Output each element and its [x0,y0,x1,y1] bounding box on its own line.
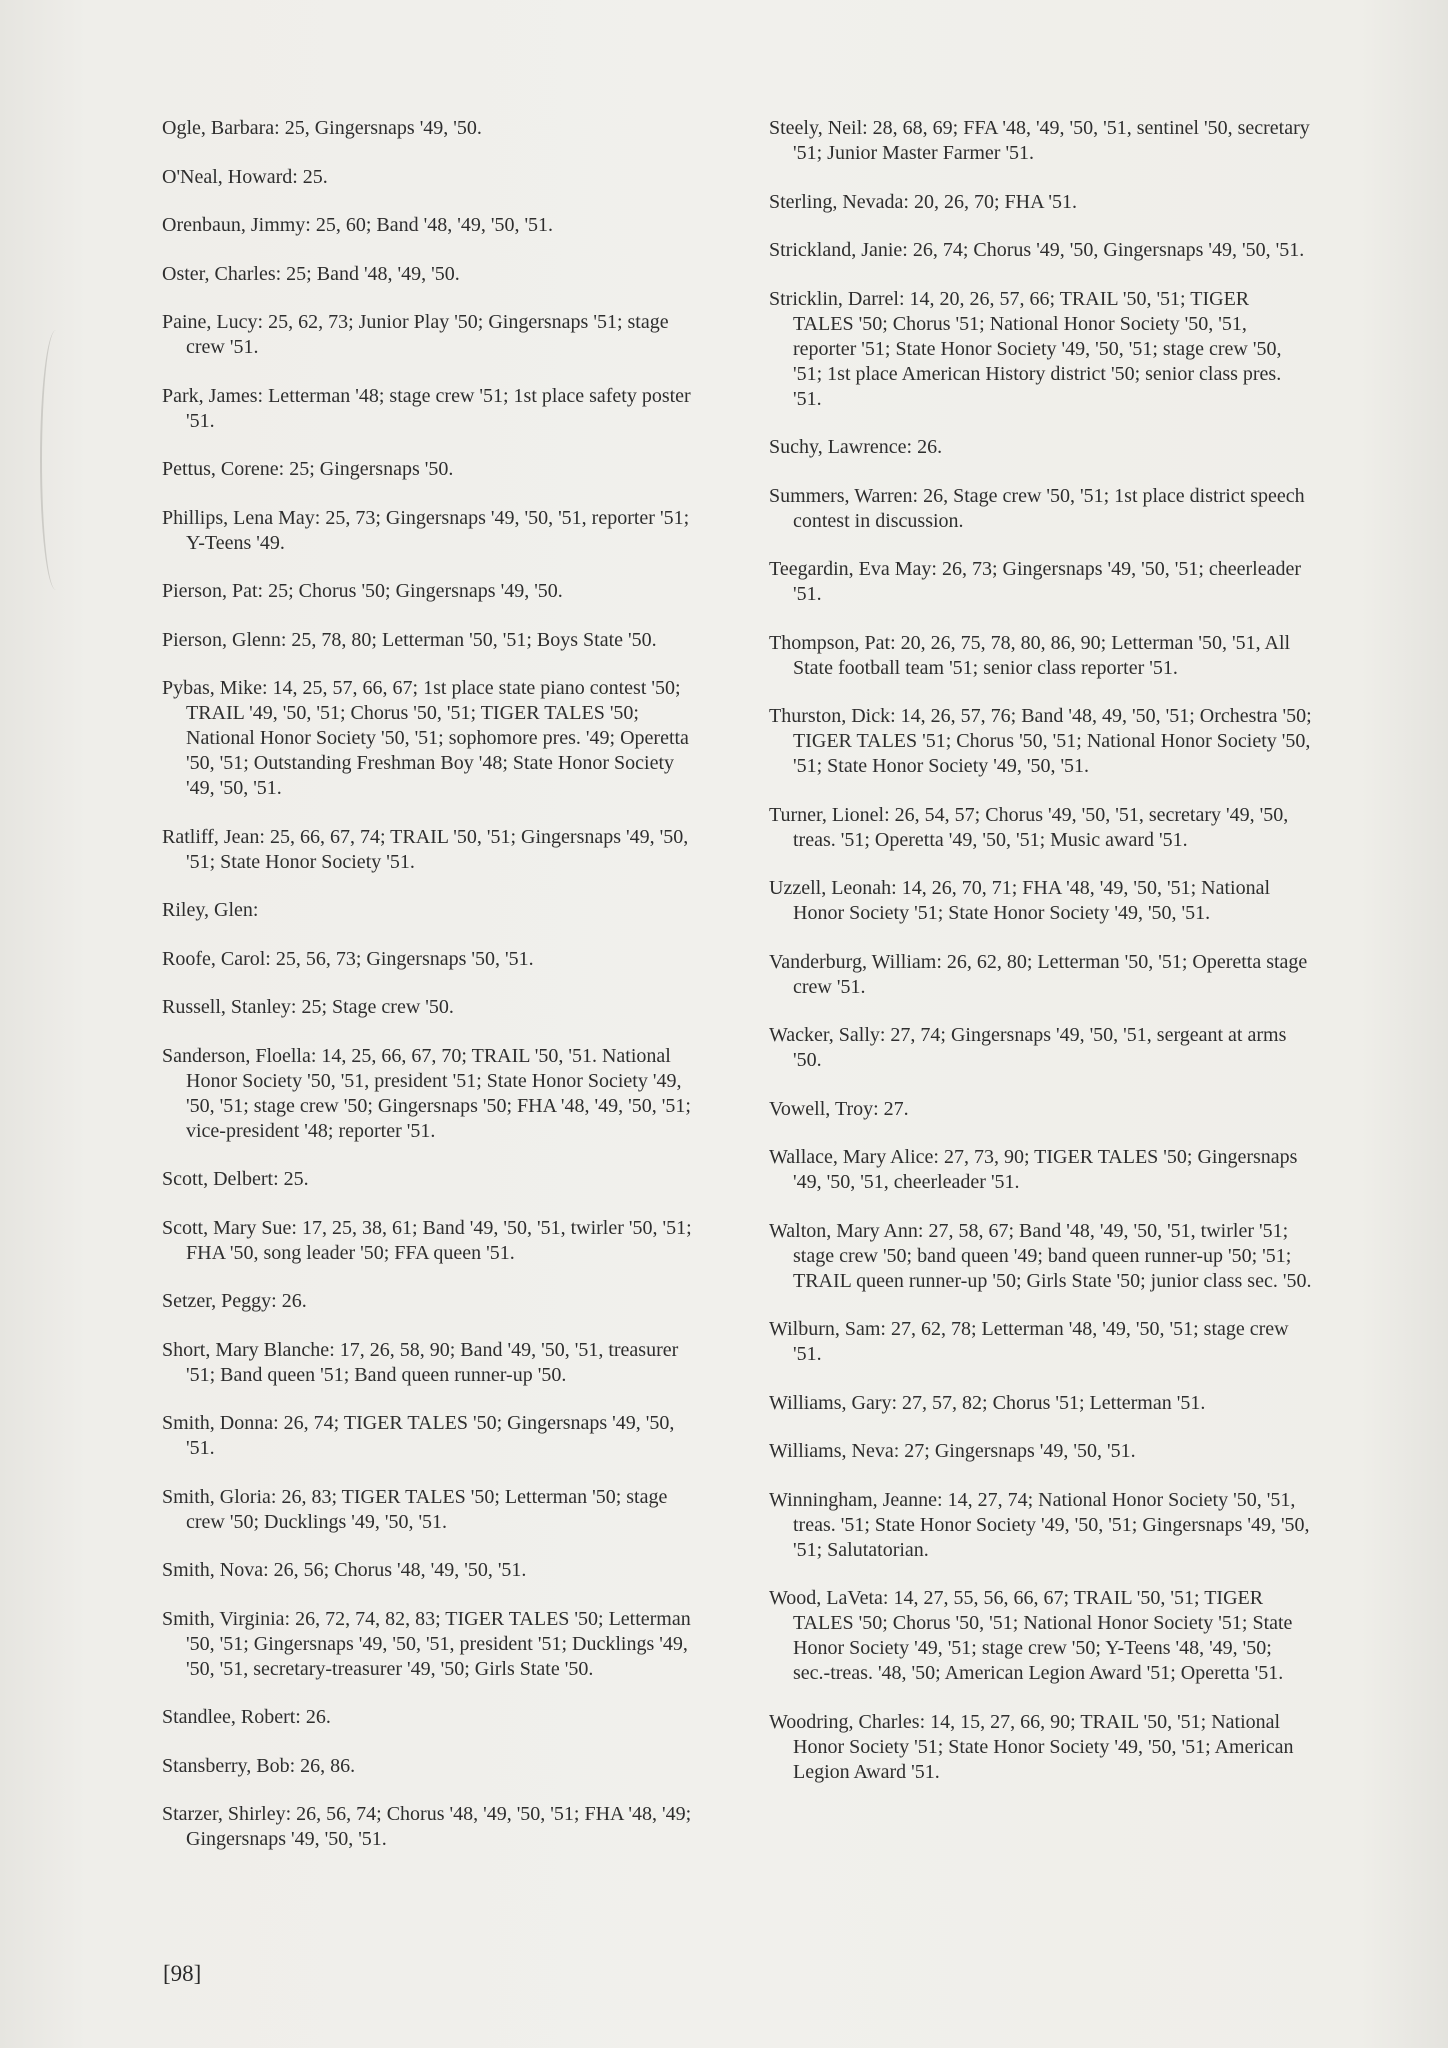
index-entry: Steely, Neil: 28, 68, 69; FFA '48, '49, '50, '51, sentinel '50, secretary '51; Junior Master Farmer '51. [769,117,1310,164]
index-entry: Vowell, Troy: 27. [769,1097,909,1120]
index-entry: Uzzell, Leonah: 14, 26, 70, 71; FHA '48, '49, '50, '51; National Honor Society '51; State Honor Society '49, '50, '51. [769,877,1271,924]
index-entry: Sanderson, Floella: 14, 25, 66, 67, 70; TRAIL '50, '51. National Honor Society '50, '51, president '51; State Honor Society '49, '50, '51; stage crew '50; Gingersnaps '50; FHA '48, '49, '50, '51; vice-president '48; reporter '51. [162,1044,691,1142]
index-entry: Turner, Lionel: 26, 54, 57; Chorus '49, '50, '51, secretary '49, '50, treas. '51; Operetta '49, '50, '51; Music award '51. [769,803,1289,851]
index-entry: Williams, Gary: 27, 57, 82; Chorus '51; Letterman '51. [769,1391,1206,1414]
index-entry: Thurston, Dick: 14, 26, 57, 76; Band '48, 49, '50, '51; Orchestra '50; TIGER TALES '51; Chorus '50, '51; National Honor Society '50, '51; State Honor Society '49, '50, '51. [769,705,1312,777]
index-entry: Pettus, Corene: 25; Gingersnaps '50. [162,458,454,480]
page-number: [98] [163,1961,202,1986]
index-entry: Short, Mary Blanche: 17, 26, 58, 90; Band '49, '50, '51, treasurer '51; Band queen '51; Band queen runner-up '50. [162,1338,679,1386]
index-entry: O'Neal, Howard: 25. [162,165,328,188]
index-entry: Stansberry, Bob: 26, 86. [162,1754,356,1777]
index-entry: Smith, Nova: 26, 56; Chorus '48, '49, '50, '51. [162,1559,527,1581]
index-entry: Pybas, Mike: 14, 25, 57, 66, 67; 1st place state piano contest '50; TRAIL '49, '50, '51; Chorus '50, '51; TIGER TALES '50; National Honor Society '50, '51; sophomore pres. '49; Operetta '50, '51; Outstanding Freshman Boy '48; State Honor Society '49, '50, '51. [162,677,689,799]
index-entry: Smith, Donna: 26, 74; TIGER TALES '50; Gingersnaps '49, '50, '51. [162,1412,675,1459]
index-entry: Pierson, Glenn: 25, 78, 80; Letterman '50, '51; Boys State '50. [162,628,657,651]
index-entry: Russell, Stanley: 25; Stage crew '50. [162,996,454,1018]
index-entry: Sterling, Nevada: 20, 26, 70; FHA '51. [769,190,1078,213]
index-entry: Scott, Delbert: 25. [162,1168,309,1190]
index-entry: Phillips, Lena May: 25, 73; Gingersnaps '49, '50, '51, reporter '51; Y-Teens '49. [162,506,690,554]
index-entry: Ogle, Barbara: 25, Gingersnaps '49, '50. [162,117,482,139]
index-entry: Park, James: Letterman '48; stage crew '51; 1st place safety poster '51. [162,384,691,432]
index-entry: Pierson, Pat: 25; Chorus '50; Gingersnaps '49, '50. [162,580,563,602]
index-entry: Scott, Mary Sue: 17, 25, 38, 61; Band '49, '50, '51, twirler '50, '51; FHA '50, song leader '50; FFA queen '51. [162,1216,692,1264]
index-entry: Woodring, Charles: 14, 15, 27, 66, 90; TRAIL '50, '51; National Honor Society '51; State Honor Society '49, '50, '51; American Legion Award '51. [769,1710,1294,1783]
index-entry: Walton, Mary Ann: 27, 58, 67; Band '48, '49, '50, '51, twirler '51; stage crew '50; band queen '49; band queen runner-up '50; '51; TRAIL queen runner-up '50; Girls State '50; junior class sec. '50. [769,1219,1312,1292]
index-entry: Oster, Charles: 25; Band '48, '49, '50. [162,262,460,285]
index-entry: Wacker, Sally: 27, 74; Gingersnaps '49, '50, '51, sergeant at arms '50. [769,1024,1287,1071]
index-entry: Wilburn, Sam: 27, 62, 78; Letterman '48, '49, '50, '51; stage crew '51. [769,1318,1289,1365]
index-entry: Teegardin, Eva May: 26, 73; Gingersnaps '49, '50, '51; cheerleader '51. [769,558,1302,605]
index-entry: Smith, Virginia: 26, 72, 74, 82, 83; TIGER TALES '50; Letterman '50, '51; Gingersnaps '49, '50, '51, president '51; Ducklings '49, '50, '51, secretary-treasurer '49, '50; Girls State '50. [162,1607,691,1680]
index-entry: Vanderburg, William: 26, 62, 80; Letterman '50, '51; Operetta stage crew '51. [769,950,1308,998]
index-column-right [769,116,1314,1808]
page-curl-mark [40,330,72,590]
index-entry: Williams, Neva: 27; Gingersnaps '49, '50, '51. [769,1440,1136,1462]
index-entry: Roofe, Carol: 25, 56, 73; Gingersnaps '50, '51. [162,947,534,970]
index-entry: Smith, Gloria: 26, 83; TIGER TALES '50; Letterman '50; stage crew '50; Ducklings '49, '50, '51. [162,1485,668,1533]
index-entry: Starzer, Shirley: 26, 56, 74; Chorus '48, '49, '50, '51; FHA '48, '49; Gingersnaps '49, '50, '51. [162,1803,692,1850]
index-entry: Stricklin, Darrel: 14, 20, 26, 57, 66; TRAIL '50, '51; TIGER TALES '50; Chorus '51; National Honor Society '50, '51, reporter '51; State Honor Society '49, '50, '51; stage crew '50, '51; 1st place American History district '50; senior class pres. '51. [769,287,1282,410]
index-entry: Paine, Lucy: 25, 62, 73; Junior Play '50; Gingersnaps '51; stage crew '51. [162,311,669,358]
index-entry: Wood, LaVeta: 14, 27, 55, 56, 66, 67; TRAIL '50, '51; TIGER TALES '50; Chorus '50, '51; National Honor Society '51; State Honor Society '49, '51; stage crew '50; Y-Teens '48, '49, '50; sec.-treas. '48, '50; American Legion Award '51; Operetta '51. [769,1587,1293,1684]
index-entry: Ratliff, Jean: 25, 66, 67, 74; TRAIL '50, '51; Gingersnaps '49, '50, '51; State Honor Society '51. [162,825,689,873]
index-entry: Strickland, Janie: 26, 74; Chorus '49, '50, Gingersnaps '49, '50, '51. [769,239,1305,261]
index-entry: Wallace, Mary Alice: 27, 73, 90; TIGER TALES '50; Gingersnaps '49, '50, '51, cheerleader '51. [769,1146,1298,1193]
index-column-left [162,116,707,1876]
index-entry: Setzer, Peggy: 26. [162,1290,307,1312]
index-entry: Standlee, Robert: 26. [162,1706,331,1728]
index-entry: Riley, Glen: [162,899,259,921]
index-entry: Orenbaun, Jimmy: 25, 60; Band '48, '49, '50, '51. [162,214,554,236]
index-entry: Summers, Warren: 26, Stage crew '50, '51; 1st place district speech contest in discussion. [769,484,1305,532]
index-entry: Winningham, Jeanne: 14, 27, 74; National Honor Society '50, '51, treas. '51; State Honor Society '49, '50, '51; Gingersnaps '49, '50, '51; Salutatorian. [769,1488,1310,1561]
index-entry: Thompson, Pat: 20, 26, 75, 78, 80, 86, 90; Letterman '50, '51, All State football team '51; senior class reporter '51. [769,631,1291,679]
index-entry: Suchy, Lawrence: 26. [769,436,943,458]
